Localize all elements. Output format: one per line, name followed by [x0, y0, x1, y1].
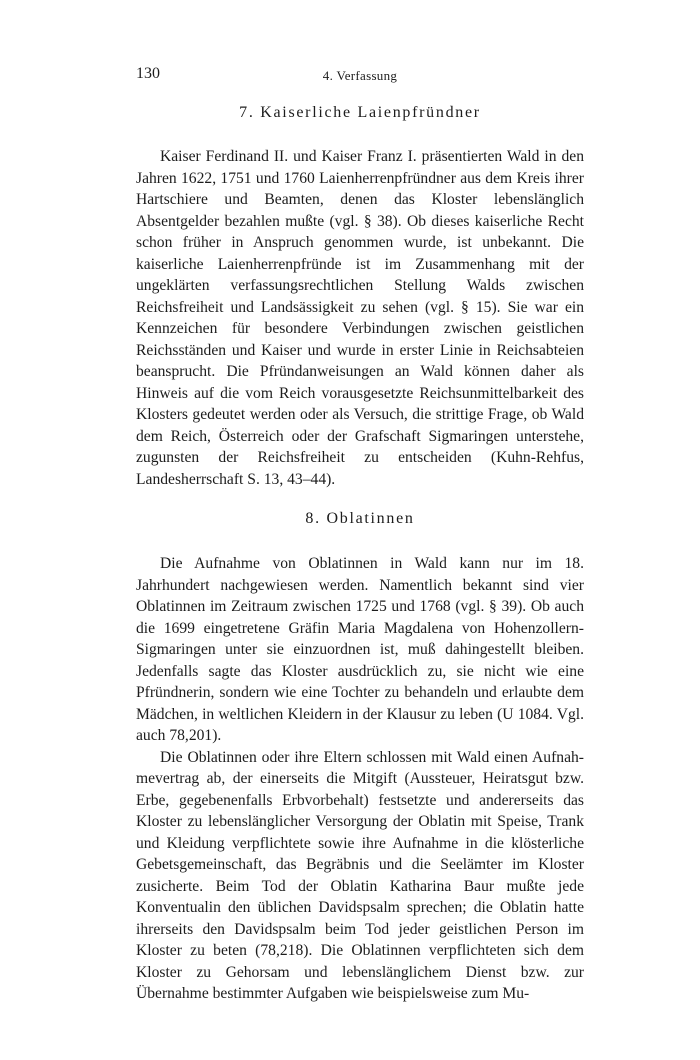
section-heading-oblatinnen: 8. Oblatinnen	[305, 510, 415, 527]
section-heading-laienpfruendner: 7. Kaiserliche Laienpfründner	[239, 104, 481, 121]
section-body-oblatinnen	[136, 553, 584, 1005]
paragraph: Die Aufnahme von Oblatinnen in Wald kann nur im 18. Jahrhundert nachgewiesen werden. Namentlich bekannt sind vier Oblatinnen im Zeitraum zwischen 1725 und 1768 (vgl. § 39). Ob auch die 1699 eingetretene Gräfin Maria Magdalena von Hohenzollern-Sigmaringen unter sie einzuordnen ist, muß dahingestellt bleiben. Jedenfalls sagte das Kloster ausdrücklich zu, sie nicht wie eine Pfründnerin, sondern wie eine Tochter zu behandeln und erlaubte dem Mädchen, in weltlichen Kleidern in der Klausur zu leben (U 1084. Vgl. auch 78,201).	[136, 555, 584, 744]
paragraph: Die Oblatinnen oder ihre Eltern schlossen mit Wald einen Aufnahmevertrag ab, der einerseits die Mitgift (Aussteuer, Heiratsgut bzw. Erbe, gegebenenfalls Erbvorbehalt) festsetzte und andererseits das Kloster zu lebenslänglicher Versorgung der Oblatin mit Speise, Trank und Kleidung verpflichtete sowie ihre Aufnahme in die klösterliche Gebetsgemeinschaft, das Begräbnis und die Seelämter im Kloster zusicherte. Beim Tod der Oblatin Katharina Baur mußte jede Konventualin den üblichen Davidspsalm sprechen; die Oblatin hatte ihrerseits den Davidspsalm beim Tod jeder geistlichen Person im Kloster zu beten (78,218). Die Oblatinnen verpflichteten sich dem Kloster zu Gehorsam und lebenslänglichem Dienst bzw. zur Übernahme bestimmter Aufgaben wie beispielsweise zum Mu-	[136, 748, 584, 1002]
section-body-laienpfruendner	[136, 146, 584, 490]
running-title: 4. Verfassung	[322, 68, 398, 83]
page-number: 130	[136, 65, 160, 82]
paragraph: Kaiser Ferdinand II. und Kaiser Franz I. präsentierten Wald in den Jahren 1622, 1751 und 1760 Laienherrenpfründner aus dem Kreis ihrer Hartschiere und Beamten, denen das Kloster lebenslänglich Absentgelder bezahlen mußte (vgl. § 38). Ob dieses kaiserliche Recht schon früher in Anspruch genommen wurde, ist unbekannt. Die kaiserliche Laienherrenpfründe ist im Zusammenhang mit der ungeklärten verfassungsrechtlichen Stellung Walds zwischen Reichsfreiheit und Landsässigkeit zu sehen (vgl. § 15). Sie war ein Kennzeichen für besondere Verbindungen zwischen geistlichen Reichsständen und Kaiser und wurde in erster Linie in Reichsabteien beansprucht. Die Pfründanweisungen an Wald können daher als Hinweis auf die vom Reich vorausgesetzte Reichsunmittelbarkeit des Klosters gedeutet werden oder als Versuch, die strittige Frage, ob Wald dem Reich, Österreich oder der Grafschaft Sigmaringen unterstehe, zugunsten der Reichsfreiheit zu entscheiden (Kuhn-Rehfus, Landesherrschaft S. 13, 43–44).	[136, 148, 584, 488]
